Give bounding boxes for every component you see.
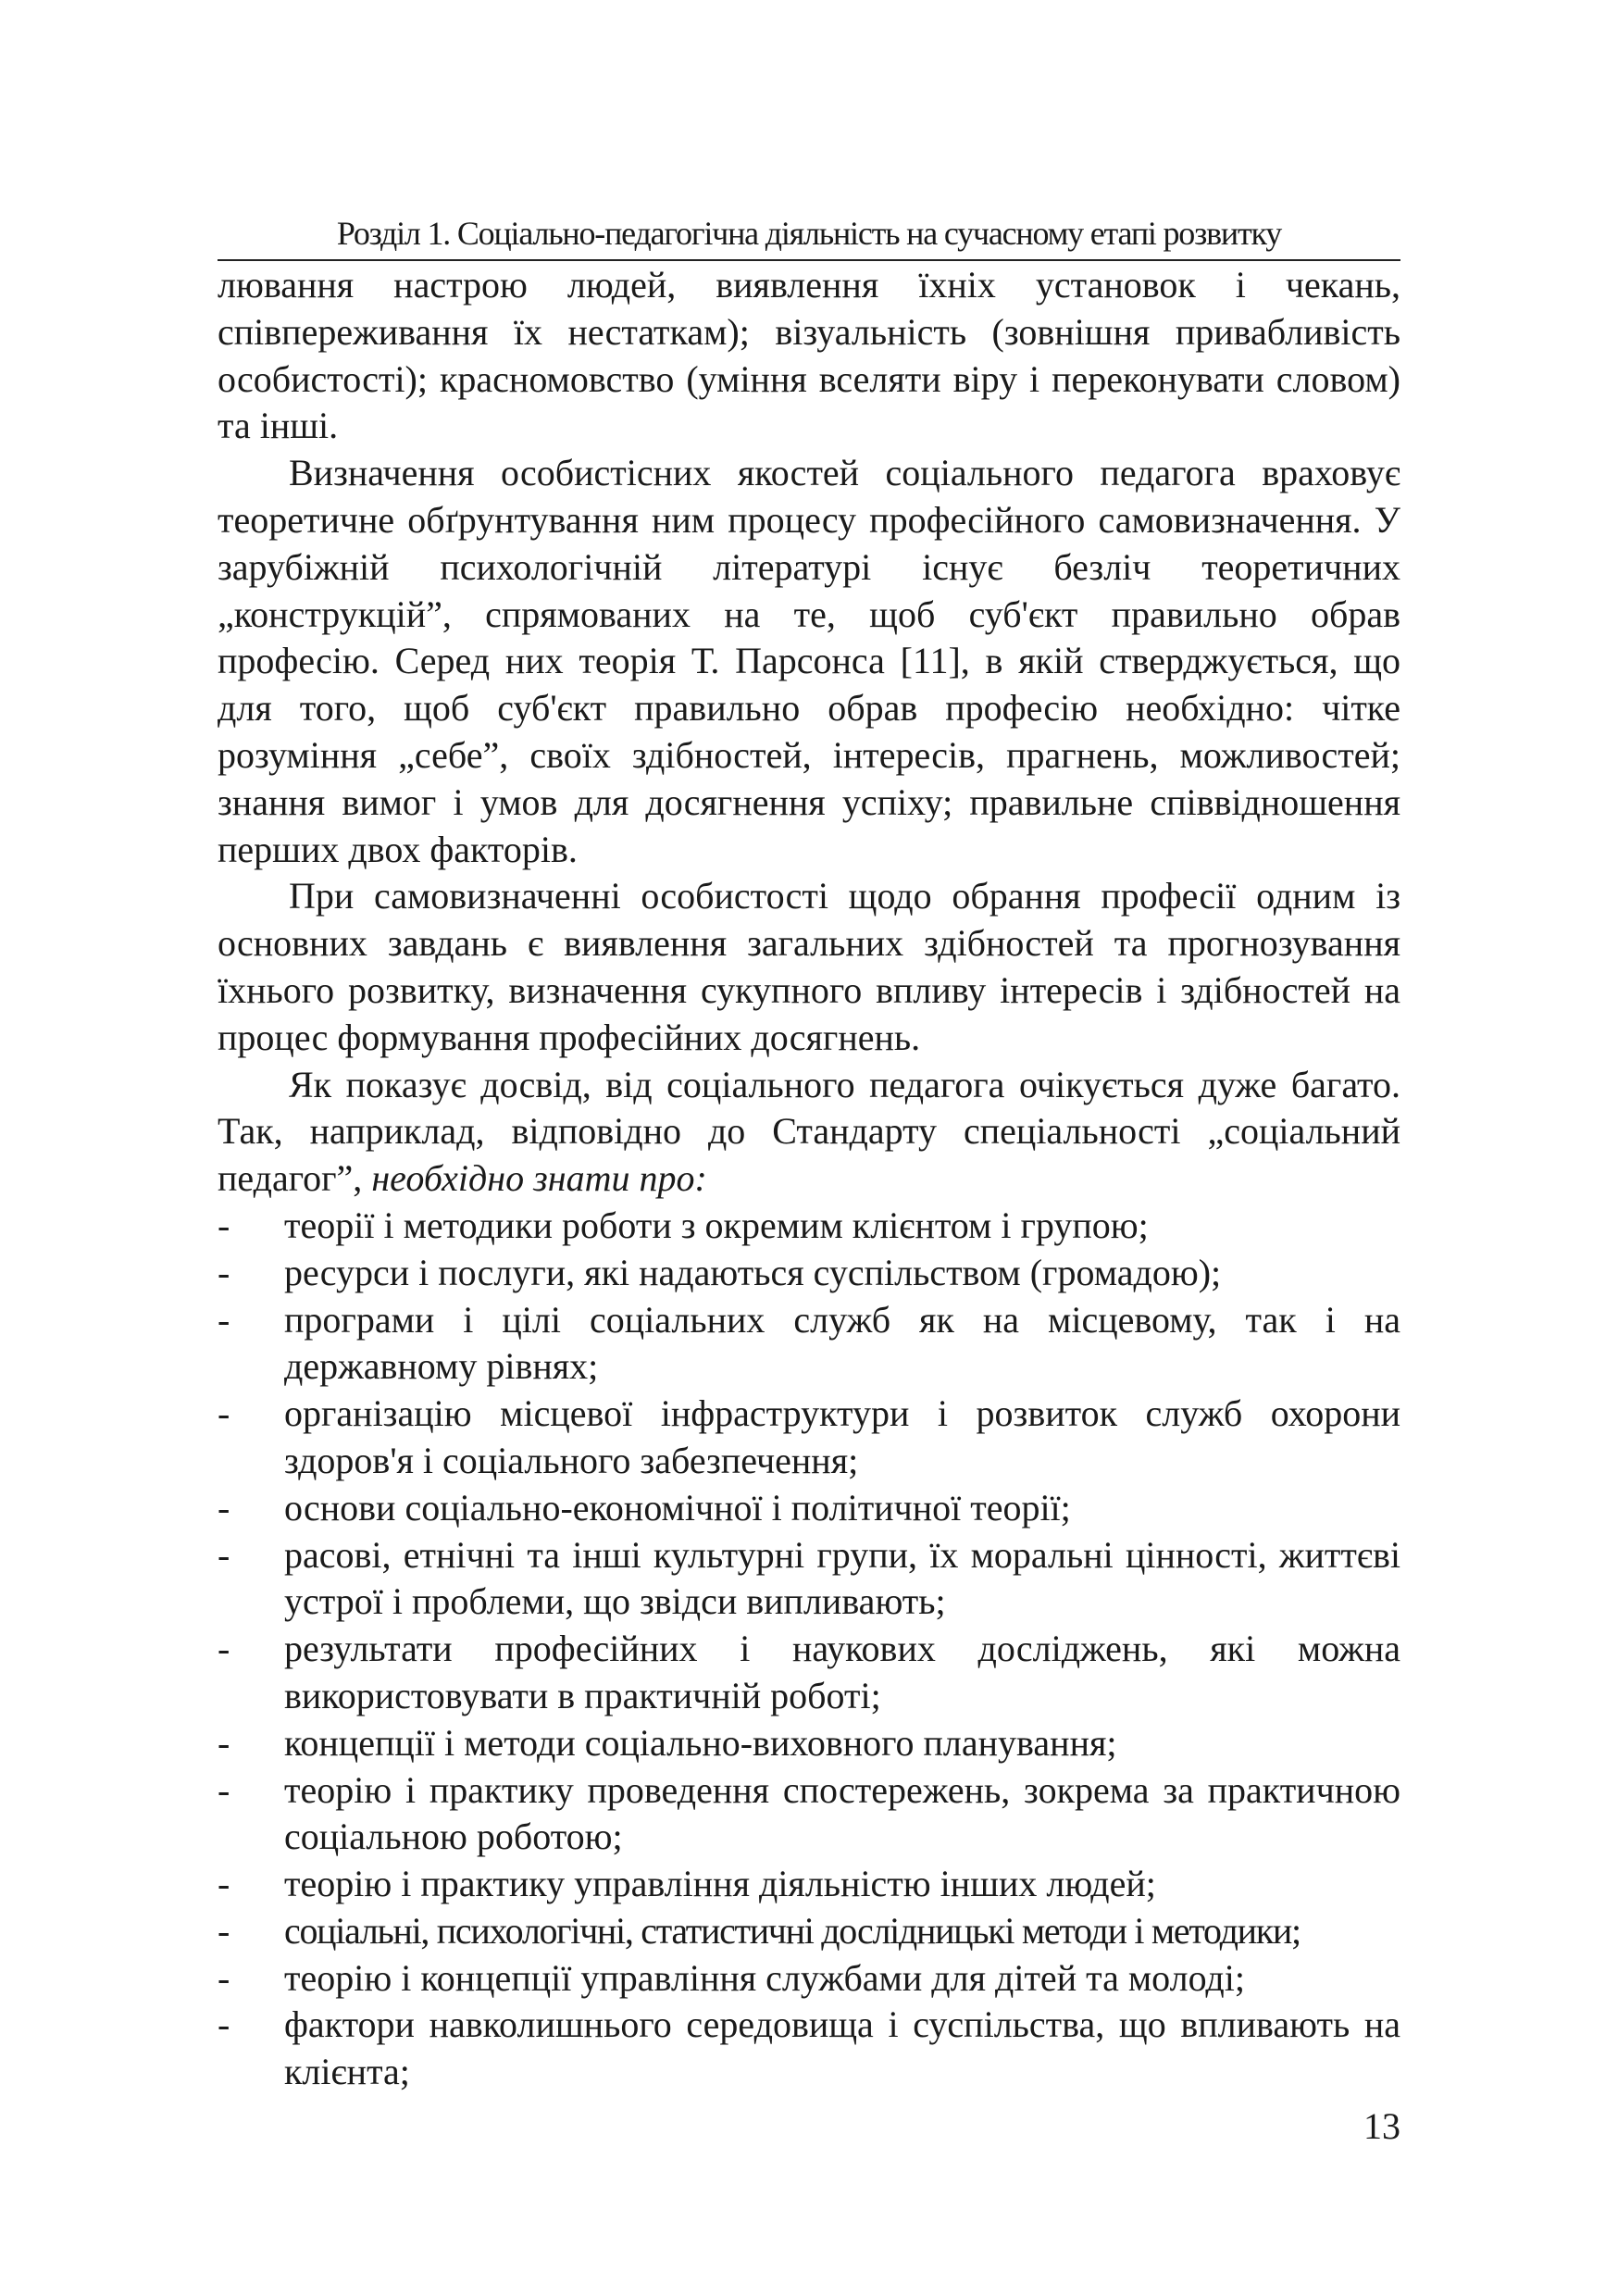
- list-dash: -: [218, 1956, 230, 1999]
- knowledge-list: [218, 1203, 1400, 2096]
- paragraph-continuation: лювання настрою людей, виявлення їхніх установок і чекань, співпереживання їх нестаткам); візуальність (зовнішня привабливість особистості); красномовство (уміння вселяти віру і переконувати словом) та інші.: [218, 264, 1400, 447]
- list-item-text: програми і цілі соціальних служб як на місцевому, так і на державному рівнях;: [284, 1298, 1400, 1388]
- must-know-italic: необхідно знати про:: [371, 1157, 707, 1200]
- list-dash: -: [218, 1628, 230, 1670]
- list-item-text: ресурси і послуги, які надаються суспільством (громадою);: [284, 1251, 1222, 1293]
- paragraph-personal-qualities: Визначення особистісних якостей соціального педагога враховує теоретичне обґрунтування ним процесу професійного самовизначення. У зарубіжній психологічній літературі існує безліч теоретичних „конструкцій”, спрямованих на те, щоб суб'єкт правильно обрав професію. Серед них теорія Т. Парсонса [11], в якій стверджується, що для того, щоб суб'єкт правильно обрав професію необхідно: чітке розуміння „себе”, своїх здібностей, інтересів, прагнень, можливостей; знання вимог і умов для досягнення успіху; правильне співвідношення перших двох факторів.: [218, 452, 1400, 870]
- list-item: [218, 2002, 1400, 2096]
- list-dash: -: [218, 1251, 230, 1293]
- list-dash: -: [218, 1533, 230, 1576]
- list-item-text: організацію місцевої інфраструктури і розвиток служб охорони здоров'я і соціального забезпечення;: [284, 1392, 1400, 1481]
- list-dash: -: [218, 1721, 230, 1764]
- header-rule: [218, 259, 1400, 261]
- list-item-text: фактори навколишнього середовища і суспільства, що впливають на клієнта;: [284, 2003, 1400, 2093]
- list-item-text: результати професійних і наукових досліджень, які можна використовувати в практичній роботі;: [284, 1628, 1400, 1716]
- list-item: [218, 1908, 1400, 1955]
- paragraph-self-determination: При самовизначенні особистості щодо обрання професії одним із основних завдань є виявлення загальних здібностей та прогнозування їхнього розвитку, визначення сукупного впливу інтересів і здібностей на процес формування професійних досягнень.: [218, 875, 1400, 1058]
- list-item: [218, 1767, 1400, 1862]
- list-dash: -: [218, 1204, 230, 1246]
- list-dash: -: [218, 1863, 230, 1905]
- running-head: Розділ 1. Соціально-педагогічна діяльність на сучасному етапі розвитку: [336, 215, 1282, 252]
- list-item-text: теорію і практику управління діяльністю інших людей;: [284, 1863, 1156, 1905]
- list-item: [218, 1532, 1400, 1627]
- list-item: [218, 1626, 1400, 1720]
- list-dash: -: [218, 1298, 230, 1341]
- list-item-text: концепції і методи соціально-виховного планування;: [284, 1721, 1117, 1764]
- list-dash: -: [218, 1909, 230, 1952]
- list-item: [218, 1297, 1400, 1391]
- list-item-text: теорію і концепції управління службами для дітей та молоді;: [284, 1956, 1245, 1999]
- list-item: [218, 1391, 1400, 1485]
- page-number: 13: [1363, 2105, 1400, 2147]
- list-item-text: основи соціально-економічної і політичної теорії;: [284, 1486, 1071, 1529]
- list-item-text: теорії і методики роботи з окремим клієнтом і групою;: [284, 1204, 1149, 1246]
- list-item: [218, 1861, 1400, 1908]
- list-item-text: расові, етнічні та інші культурні групи, їх моральні цінності, життєві устрої і проблеми, що звідси випливають;: [284, 1533, 1400, 1623]
- list-dash: -: [218, 1392, 230, 1435]
- list-item-text: соціальні, психологічні, статистичні дослідницькі методи і методики;: [284, 1909, 1301, 1952]
- list-item: [218, 1720, 1400, 1767]
- list-item-text: теорію і практику проведення спостережень, зокрема за практичною соціальною роботою;: [284, 1768, 1400, 1858]
- list-item: [218, 1203, 1400, 1250]
- paragraph-standard-intro: [218, 1062, 1400, 1203]
- list-dash: -: [218, 1768, 230, 1811]
- list-dash: -: [218, 2003, 230, 2046]
- list-item: [218, 1485, 1400, 1532]
- body-text: [218, 262, 1400, 2096]
- list-item: [218, 1955, 1400, 2003]
- paragraph-standard-lead: Як показує досвід, від соціального педагога очікується дуже багато. Так, наприклад, відповідно до Стандарту спеціальності „соціальний педагог”,: [218, 1063, 1400, 1200]
- list-item: [218, 1250, 1400, 1297]
- list-dash: -: [218, 1486, 230, 1529]
